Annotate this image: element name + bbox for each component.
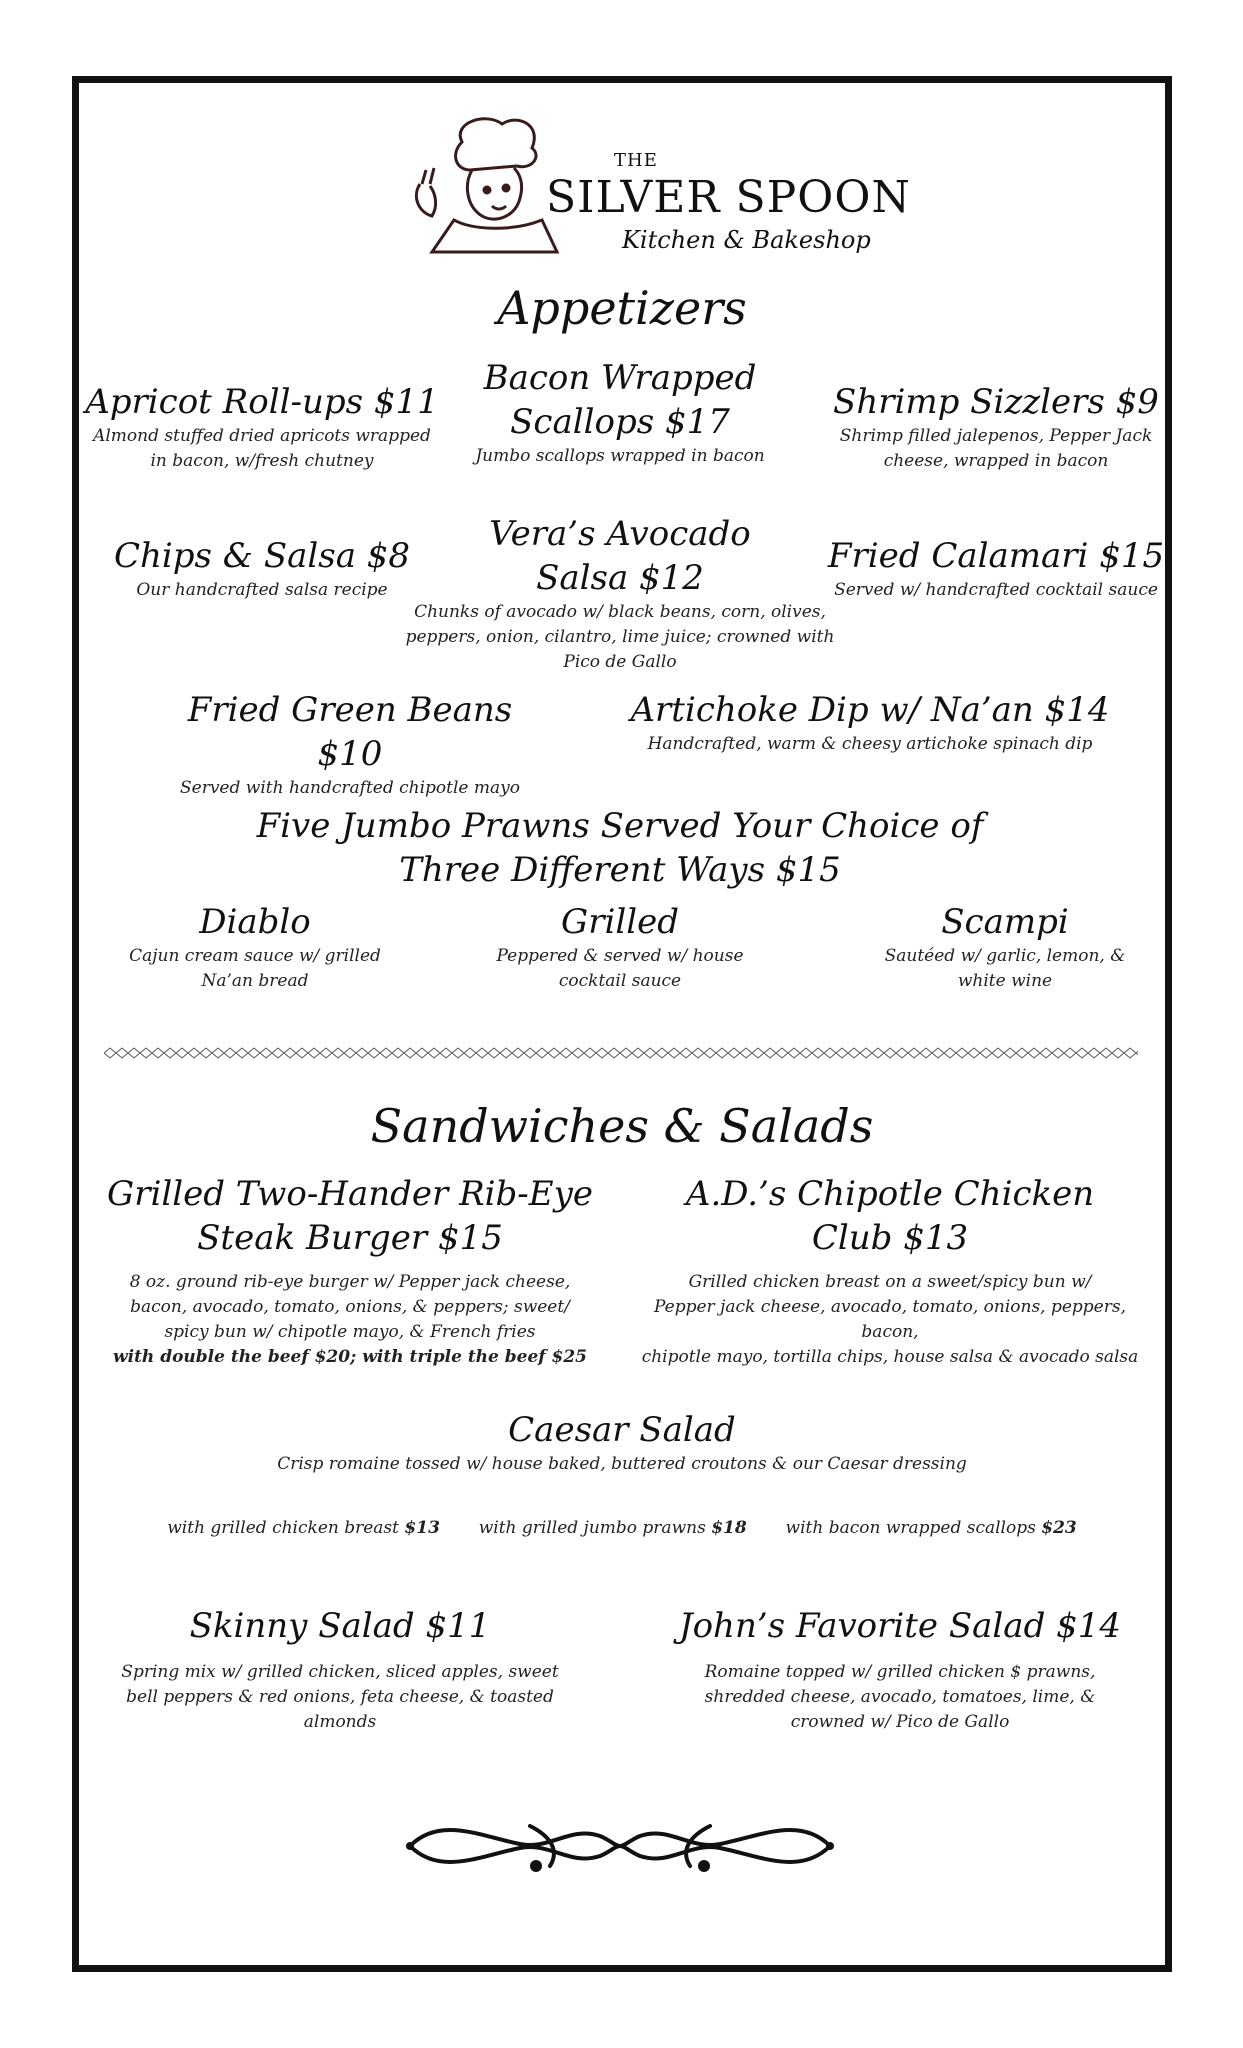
item-desc: Handcrafted, warm & cheesy artichoke spinach dip [647, 734, 1093, 754]
item-name: Bacon Wrapped [483, 358, 757, 398]
item-desc: Grilled chicken breast on a sweet/spicy bun w/ [688, 1272, 1092, 1292]
option-name: Scampi [941, 902, 1069, 942]
menu-item-shrimp-sizzlers [826, 380, 1166, 474]
item-name: Salsa $12 [536, 558, 704, 598]
menu-item-veras-avocado-salsa [400, 512, 840, 675]
addon-price: $18 [711, 1518, 747, 1538]
item-desc: spicy bun w/ chipotle mayo, & French fries [164, 1322, 536, 1342]
item-name: Fried Green Beans $10 [187, 690, 513, 774]
item-name: Caesar Salad [508, 1410, 736, 1450]
option-desc: Cajun cream sauce w/ grilled [129, 946, 381, 966]
option-desc: Peppered & served w/ house [496, 946, 744, 966]
decorative-flourish [400, 1806, 840, 1886]
item-desc: Pico de Gallo [563, 652, 677, 672]
item-name: Apricot Roll-ups $11 [85, 382, 439, 422]
logo-tagline: Kitchen & Bakeshop [622, 226, 871, 254]
option-name: Grilled [561, 902, 679, 942]
item-desc: 8 oz. ground rib-eye burger w/ Pepper jack cheese, [129, 1272, 571, 1292]
logo-the: THE [614, 150, 658, 171]
prawn-option-grilled [465, 900, 775, 994]
item-name: Artichoke Dip w/ Na’an $14 [630, 690, 1110, 730]
addon-price: $23 [1041, 1518, 1077, 1538]
item-desc: Served with handcrafted chipotle mayo [180, 778, 520, 798]
item-upgrade: with double the beef $20; with triple the beef $25 [112, 1347, 588, 1367]
option-desc: white wine [957, 971, 1053, 991]
menu-item-rib-eye-burger [90, 1172, 610, 1370]
menu-item-apricot-roll-ups [82, 380, 442, 474]
item-desc: shredded cheese, avocado, tomatoes, lime, & [704, 1687, 1096, 1707]
item-desc: cheese, wrapped in bacon [883, 451, 1109, 471]
item-name: Vera’s Avocado [489, 514, 751, 554]
item-desc: Shrimp filled jalepenos, Pepper Jack [839, 426, 1153, 446]
section-title-sandwiches-salads: Sandwiches & Salads [370, 1099, 874, 1153]
menu-item-skinny-salad [100, 1604, 580, 1735]
menu-item-johns-favorite-salad [660, 1604, 1140, 1735]
item-desc: Chunks of avocado w/ black beans, corn, olives, [414, 602, 826, 622]
menu-item-artichoke-dip [620, 688, 1120, 757]
item-desc: Jumbo scallops wrapped in bacon [475, 446, 765, 466]
item-name: A.D.’s Chipotle Chicken [685, 1174, 1095, 1214]
section-title-appetizers: Appetizers [497, 281, 747, 335]
item-name: Five Jumbo Prawns Served Your Choice of [256, 806, 984, 846]
item-name: Club $13 [811, 1218, 969, 1258]
addon-label: with bacon wrapped scallops [785, 1518, 1036, 1538]
item-desc: Crisp romaine tossed w/ house baked, buttered croutons & our Caesar dressing [277, 1454, 967, 1474]
menu-item-fried-calamari [826, 534, 1166, 603]
menu-item-chips-salsa [82, 534, 442, 603]
addon-price: $13 [404, 1518, 440, 1538]
option-desc: Sautéed w/ garlic, lemon, & [884, 946, 1126, 966]
item-name: Steak Burger $15 [197, 1218, 503, 1258]
addon-label: with grilled jumbo prawns [478, 1518, 706, 1538]
item-desc: almonds [303, 1712, 377, 1732]
section-divider [104, 1046, 1138, 1060]
item-name: Skinny Salad $11 [189, 1606, 491, 1646]
item-desc: bell peppers & red onions, feta cheese, & toasted [126, 1687, 554, 1707]
logo-name: SILVER SPOON [546, 172, 911, 223]
item-name: Chips & Salsa $8 [113, 536, 411, 576]
menu-item-chipotle-chicken-club [630, 1172, 1150, 1370]
item-name: Three Different Ways $15 [399, 850, 841, 890]
prawn-option-scampi [850, 900, 1160, 994]
item-desc: Our handcrafted salsa recipe [136, 580, 388, 600]
item-desc: Served w/ handcrafted cocktail sauce [834, 580, 1158, 600]
prawn-option-diablo [100, 900, 410, 994]
item-desc: Spring mix w/ grilled chicken, sliced apples, sweet [121, 1662, 559, 1682]
item-name: Scallops $17 [510, 402, 730, 442]
item-desc: Almond stuffed dried apricots wrapped [93, 426, 431, 446]
item-desc: in bacon, w/fresh chutney [150, 451, 374, 471]
item-name: Grilled Two-Hander Rib-Eye [107, 1174, 593, 1214]
menu-item-jumbo-prawns [200, 804, 1040, 892]
item-desc: peppers, onion, cilantro, lime juice; crowned with [405, 627, 835, 647]
addon-label: with grilled chicken breast [167, 1518, 399, 1538]
chef-illustration [392, 112, 572, 254]
option-desc: Na’an bread [201, 971, 309, 991]
menu-item-bacon-wrapped-scallops [440, 356, 800, 469]
menu-item-caesar-salad [72, 1408, 1172, 1477]
item-name: Fried Calamari $15 [827, 536, 1165, 576]
menu-item-fried-green-beans [150, 688, 550, 801]
item-desc: Pepper jack cheese, avocado, tomato, onions, peppers, bacon, [653, 1297, 1126, 1342]
item-desc: chipotle mayo, tortilla chips, house salsa & avocado salsa [641, 1347, 1139, 1367]
item-desc: bacon, avocado, tomato, onions, & peppers; sweet/ [130, 1297, 570, 1317]
item-desc: Romaine topped w/ grilled chicken $ prawns, [704, 1662, 1096, 1682]
caesar-addons [72, 1516, 1172, 1541]
item-desc: crowned w/ Pico de Gallo [790, 1712, 1010, 1732]
item-name: John’s Favorite Salad $14 [678, 1606, 1122, 1646]
item-name: Shrimp Sizzlers $9 [833, 382, 1159, 422]
option-name: Diablo [199, 902, 311, 942]
option-desc: cocktail sauce [558, 971, 682, 991]
